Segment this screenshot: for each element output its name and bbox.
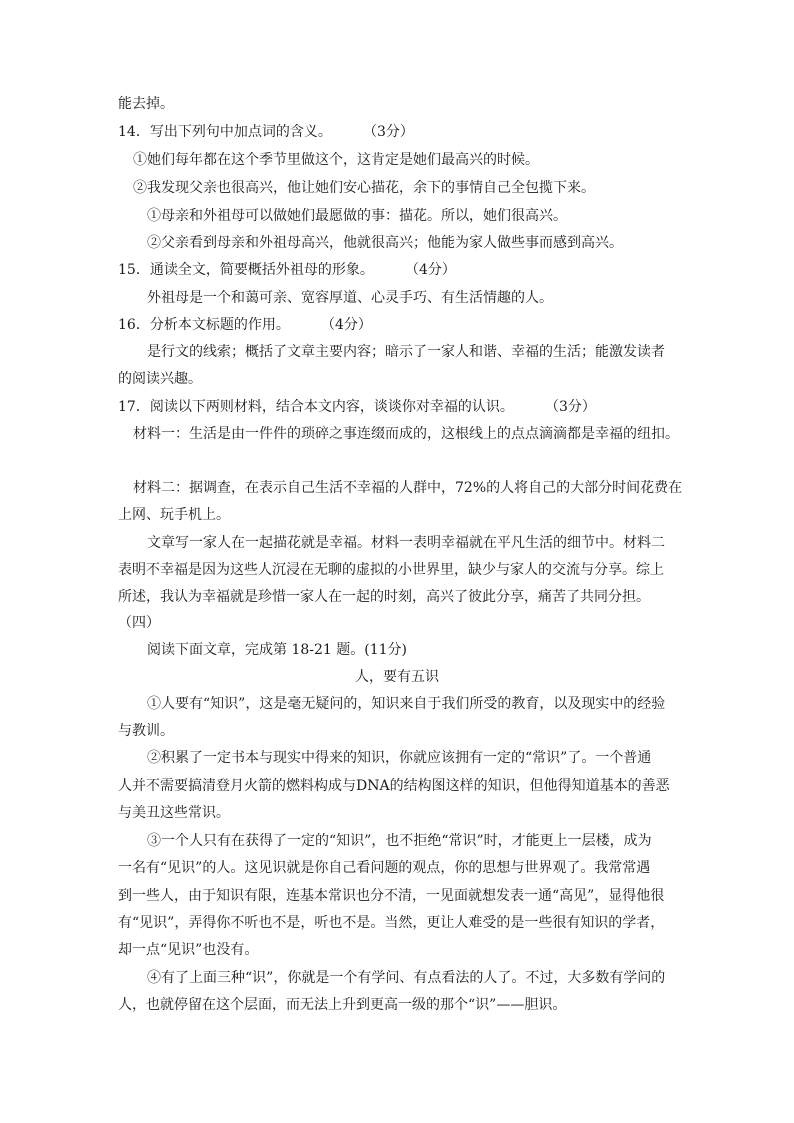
question-14: 14．写出下列句中加点词的含义。 （3分） <box>118 124 414 140</box>
material-two: 材料二：据调查，在表示自己生活不幸福的人群中，72%的人将自己的大部分时间花费在 <box>133 480 683 496</box>
paragraph-line: 到一些人，由于知识有限，连基本常识也分不清，一见面就想发表一通“高见”，显得他很 <box>118 888 665 904</box>
answer-line: ②父亲看到母亲和外祖母高兴，他就很高兴；他能为家人做些事而感到高兴。 <box>147 235 623 251</box>
question-17: 17．阅读以下两则材料，结合本文内容，谈谈你对幸福的认识。 （3分） <box>118 399 596 415</box>
section-heading: （四） <box>118 615 160 631</box>
answer-line: ①母亲和外祖母可以做她们最愿做的事：描花。所以，她们很高兴。 <box>147 208 567 224</box>
paragraph-line: 与教训。 <box>118 723 174 739</box>
paragraph-line: ④有了上面三种“识”，你就是一个有学问、有点看法的人了。不过，大多数有学问的 <box>147 970 666 986</box>
answer-line: 外祖母是一个和蔼可亲、宽容厚道、心灵手巧、有生活情趣的人。 <box>147 290 553 306</box>
question-16: 16．分析本文标题的作用。 （4分） <box>118 317 372 333</box>
text-line: 能去掉。 <box>118 96 174 112</box>
material-one: 材料一：生活是由一件件的琐碎之事连缀而成的，这根线上的点点滴滴都是幸福的纽扣。 <box>133 426 679 442</box>
paragraph-line: 却一点“见识”也没有。 <box>118 942 259 958</box>
paragraph-line: 人并不需要搞清登月火箭的燃料构成与DNA的结构图这样的知识，但他得知道基本的善恶 <box>118 778 670 794</box>
paragraph-line: ③一个人只有在获得了一定的“知识”，也不拒绝“常识”时，才能更上一层楼，成为 <box>147 833 652 849</box>
question-15: 15．通读全文，简要概括外祖母的形象。 （4分） <box>118 262 456 278</box>
paragraph-line: 一名有“见识”的人。这见识就是你自己看问题的观点，你的思想与世界观了。我常常遇 <box>118 860 651 876</box>
paragraph-line: ①人要有“知识”，这是毫无疑问的，知识来自于我们所受的教育，以及现实中的经验 <box>147 696 666 712</box>
paragraph-line: ②积累了一定书本与现实中得来的知识，你就应该拥有一定的“常识”了。一个普通 <box>147 750 652 766</box>
text-line: 上网、玩手机上。 <box>118 507 230 523</box>
answer-line: 所述，我认为幸福就是珍惜一家人在一起的时刻，高兴了彼此分享，痛苦了共同分担。 <box>118 589 650 605</box>
paragraph-line: 与美丑这些常识。 <box>118 805 230 821</box>
article-title: 人，要有五识 <box>355 669 439 685</box>
answer-line: 的阅读兴趣。 <box>118 371 202 387</box>
text-line: ①她们每年都在这个季节里做这个，这肯定是她们最高兴的时候。 <box>133 152 539 168</box>
text-line: ②我发现父亲也很高兴，他让她们安心描花，余下的事情自己全包揽下来。 <box>133 180 595 196</box>
paragraph-line: 有“见识”，弄得你不听也不是，听也不是。当然，更让人难受的是一些很有知识的学者， <box>118 915 665 931</box>
instruction-line: 阅读下面文章，完成第 18-21 题。(11分) <box>147 642 407 658</box>
answer-line: 表明不幸福是因为这些人沉浸在无聊的虚拟的小世界里，缺少与家人的交流与分享。综上 <box>118 562 664 578</box>
answer-line: 是行文的线索；概括了文章主要内容；暗示了一家人和谐、幸福的生活；能激发读者 <box>147 344 665 360</box>
paragraph-line: 人，也就停留在这个层面，而无法上升到更高一级的那个“识”——胆识。 <box>118 997 567 1013</box>
answer-line: 文章写一家人在一起描花就是幸福。材料一表明幸福就在平凡生活的细节中。材料二 <box>147 535 665 551</box>
